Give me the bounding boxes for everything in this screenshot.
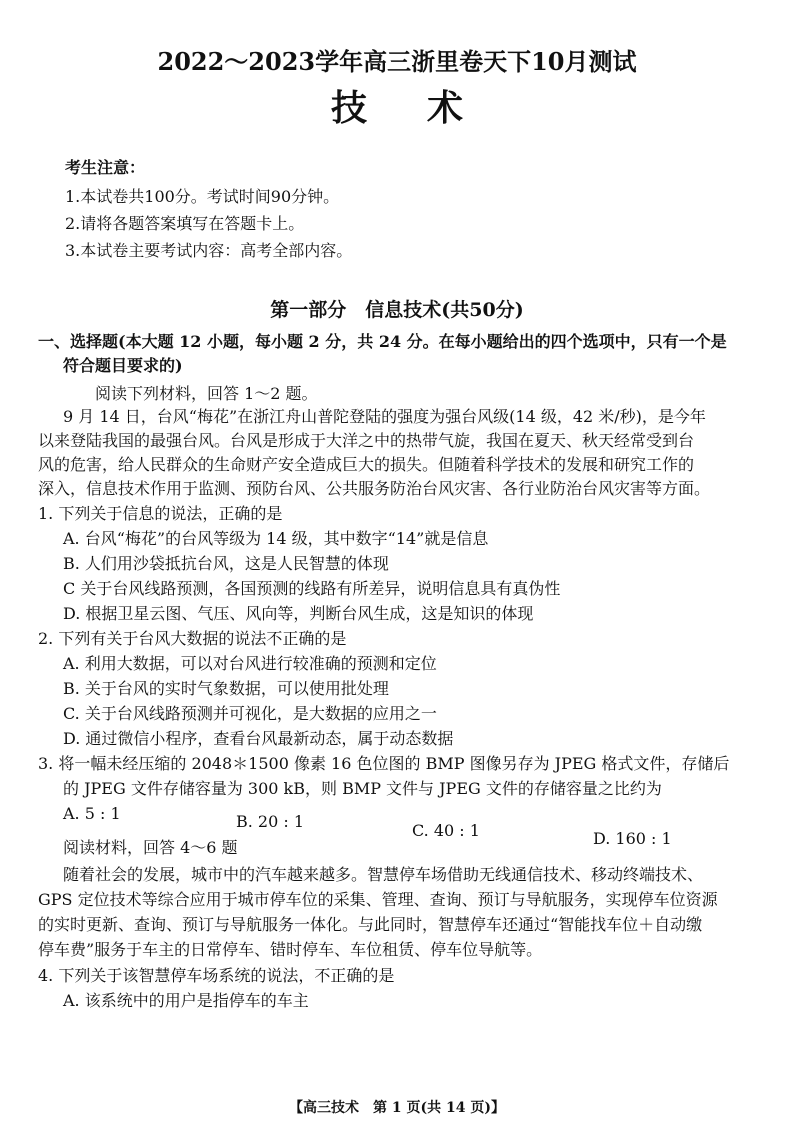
subject-title: 技术 xyxy=(330,87,523,129)
page-footer: 【高三技术 第 1 页(共 14 页)】 xyxy=(289,1100,505,1116)
option: A. 该系统中的用户是指停车的车主 xyxy=(63,991,309,1010)
reading-prompt: 阅读材料，回答 4～6 题 xyxy=(63,838,238,857)
reading-prompt: 阅读下列材料，回答 1～2 题。 xyxy=(95,384,318,403)
question-stem: 4. 下列关于该智慧停车场系统的说法，不正确的是 xyxy=(38,966,395,985)
option: A. 5 : 1 xyxy=(63,804,121,823)
material-line: 的实时更新、查询、预订与导航服务一体化。与此同时，智慧停车还通过“智能找车位＋自动缴 xyxy=(38,915,703,934)
question-stem: 的 JPEG 文件存储容量为 300 kB，则 BMP 文件与 JPEG 文件的存储容量之比约为 xyxy=(63,779,662,798)
option: A. 台风“梅花”的台风等级为 14 级，其中数字“14”就是信息 xyxy=(63,529,489,548)
option: A. 利用大数据，可以对台风进行较准确的预测和定位 xyxy=(63,654,437,673)
option: C 关于台风线路预测，各国预测的线路有所差异，说明信息具有真伪性 xyxy=(63,579,561,598)
material-line: 9 月 14 日，台风“梅花”在浙江舟山普陀登陆的强度为强台风级(14 级，42 米/秒)，是今年 xyxy=(63,407,706,426)
option: C. 关于台风线路预测并可视化，是大数据的应用之一 xyxy=(63,704,437,723)
notice-heading: 考生注意： xyxy=(65,158,146,177)
instruction-line: 符合题目要求的) xyxy=(63,356,183,375)
option: B. 20 : 1 xyxy=(236,812,305,831)
option: D. 根据卫星云图、气压、风向等，判断台风生成，这是知识的体现 xyxy=(63,604,534,623)
material-line: 停车费”服务于车主的日常停车、错时停车、车位租赁、停车位导航等。 xyxy=(38,940,543,959)
material-line: 随着社会的发展，城市中的汽车越来越多。智慧停车场借助无线通信技术、移动终端技术、 xyxy=(63,865,704,884)
question-stem: 2. 下列有关于台风大数据的说法不正确的是 xyxy=(38,629,347,648)
instruction-line: 一、选择题(本大题 12 小题，每小题 2 分，共 24 分。在每小题给出的四个选项中，只有一个是 xyxy=(38,332,727,351)
option: C. 40 : 1 xyxy=(412,821,480,840)
question-stem: 1. 下列关于信息的说法，正确的是 xyxy=(38,504,283,523)
option: D. 通过微信小程序，查看台风最新动态，属于动态数据 xyxy=(63,729,454,748)
option: B. 关于台风的实时气象数据，可以使用批处理 xyxy=(63,679,389,698)
option: B. 人们用沙袋抵抗台风，这是人民智慧的体现 xyxy=(63,554,389,573)
option: D. 160 : 1 xyxy=(593,829,672,848)
exam-title: 2022～2023学年高三浙里卷天下10月测试 xyxy=(157,47,637,76)
material-line: GPS 定位技术等综合应用于城市停车位的采集、管理、查询、预订与导航服务，实现停车位资源 xyxy=(38,890,718,909)
material-line: 以来登陆我国的最强台风。台风是形成于大洋之中的热带气旋，我国在夏天、秋天经常受到台 xyxy=(38,431,695,450)
material-line: 深入，信息技术作用于监测、预防台风、公共服务防治台风灾害、各行业防治台风灾害等方面。 xyxy=(38,479,711,498)
material-line: 风的危害，给人民群众的生命财产安全造成巨大的损失。但随着科学技术的发展和研究工作的 xyxy=(38,455,695,474)
notice-item: 1.本试卷共100分。考试时间90分钟。 xyxy=(65,187,340,206)
question-stem: 3. 将一幅未经压缩的 2048＊1500 像素 16 色位图的 BMP 图像另存为 JPEG 格式文件，存储后 xyxy=(38,754,730,773)
notice-item: 3.本试卷主要考试内容：高考全部内容。 xyxy=(65,241,353,260)
notice-item: 2.请将各题答案填写在答题卡上。 xyxy=(65,214,305,233)
section-title: 第一部分 信息技术(共50分) xyxy=(270,299,524,321)
